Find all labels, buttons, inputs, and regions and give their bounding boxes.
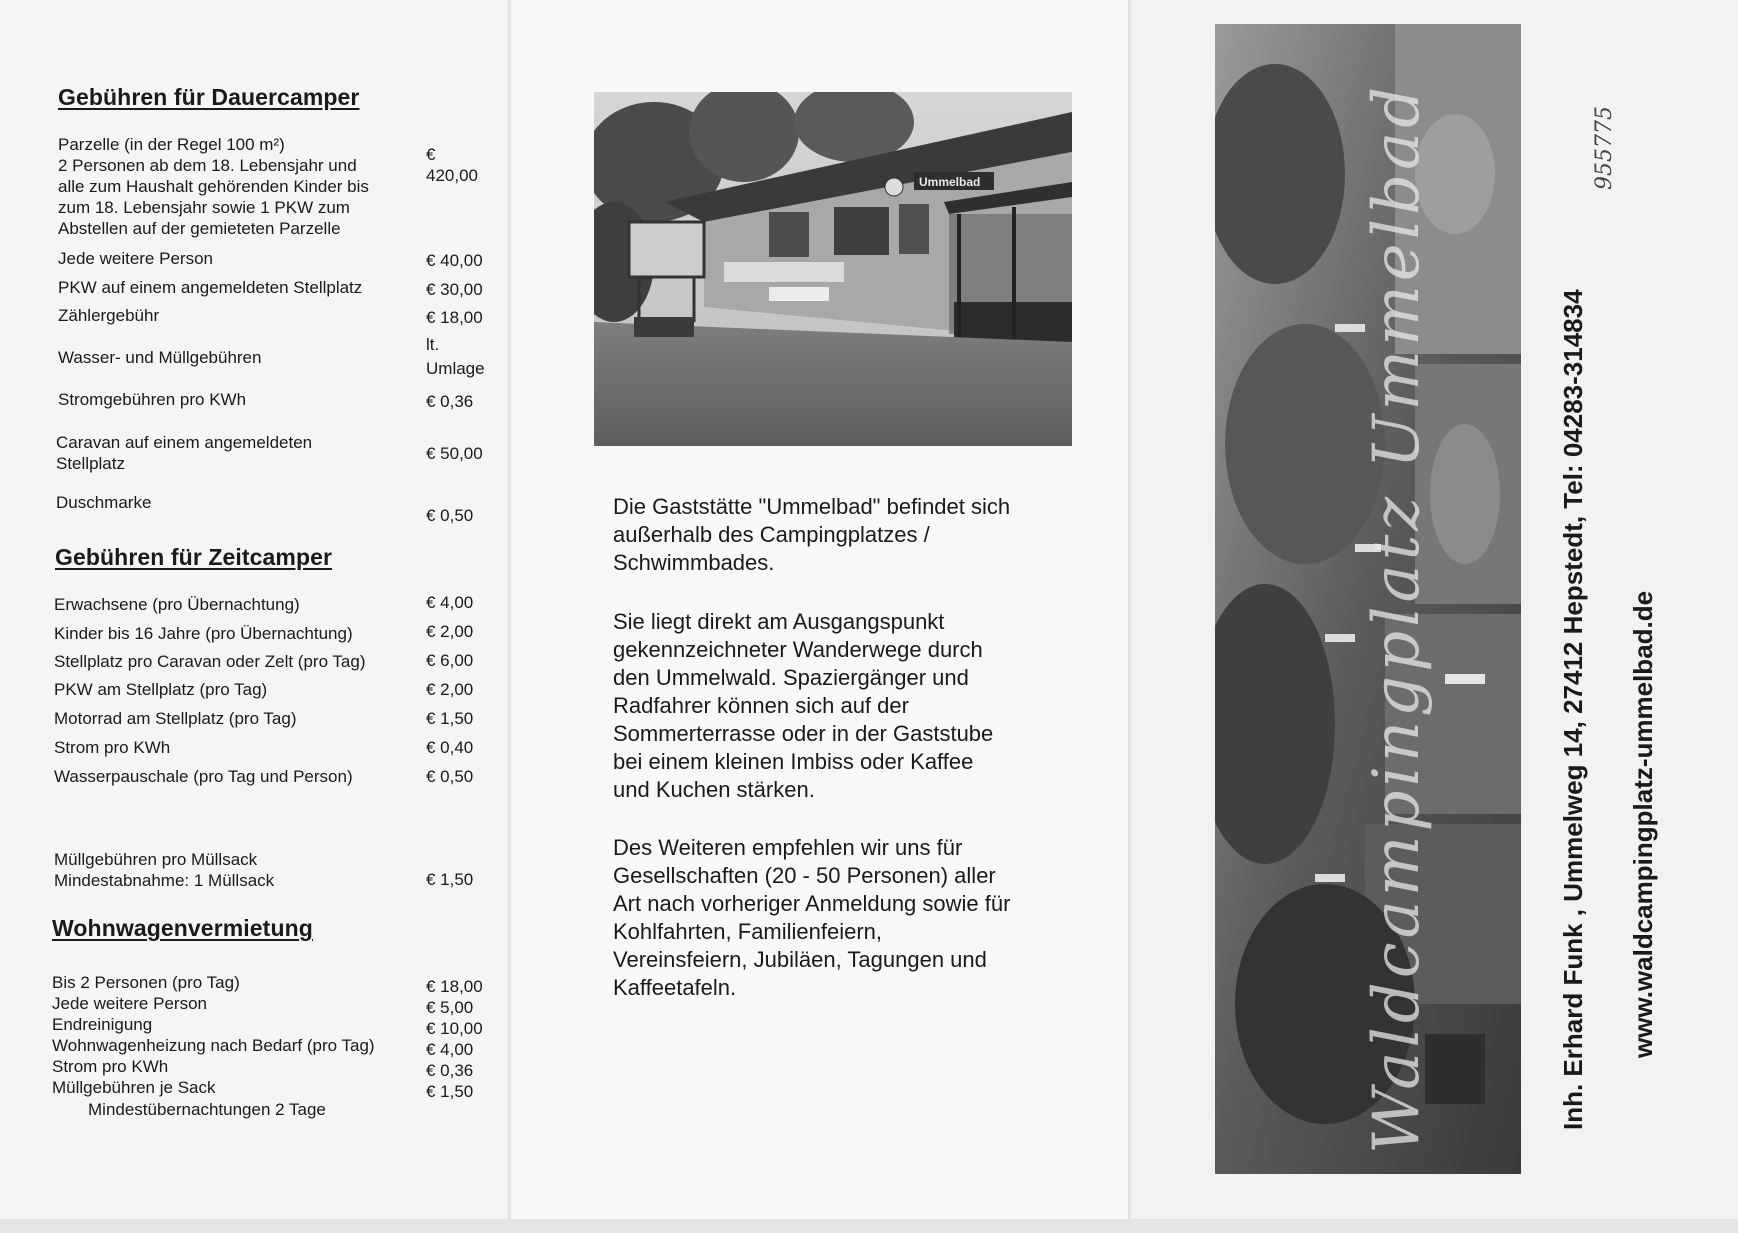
address-line: Inh. Erhard Funk , Ummelweg 14, 27412 Hepstedt, Tel: 04283-314834 [1558,289,1588,1130]
price-dauer-strom: € 0,36 [426,392,474,411]
fee-dauer-strom: Stromgebühren pro KWh [58,390,247,409]
price-dauer-zaehler: € 18,00 [426,308,483,327]
fee-dauer-pkw: PKW auf einem angemeldeten Stellplatz [58,278,363,297]
campsite-banner-image [1215,24,1521,1174]
fee-dauer-dusche: Duschmarke [56,493,152,512]
price-zeit-pkw: € 2,00 [426,680,474,699]
fee-zeit-strom: Strom pro KWh [54,738,171,757]
price-zeit-erwachsene: € 4,00 [426,593,474,612]
paragraph-groups: Des Weiteren empfehlen wir uns für Gesellschaften (20 - 50 Personen) aller Art nach vorheriger Anmeldung sowie für Kohlfahrten, Familienfeiern, Vereinsfeiern, Jubiläen, Tagungen und Kaffeetafeln. [613,835,1011,1000]
price-zeit-strom: € 0,40 [426,738,474,757]
fee-dauer-parzelle: Parzelle (in der Regel 100 m²) 2 Personen ab dem 18. Lebensjahr und alle zum Haushalt gehörenden Kinder bis zum 18. Lebensjahr sowie 1 PKW zum Abstellen auf der gemieteten Parzelle [58,135,369,238]
website-url: www.waldcampingplatz-ummelbad.de [1628,590,1658,1058]
price-dauer-wasser: lt. Umlage [426,335,485,378]
fee-wohnwagen-list: Bis 2 Personen (pro Tag) Jede weitere Person Endreinigung Wohnwagenheizung nach Bedarf (pro Tag) Strom pro KWh Müllgebühren je Sack [52,973,375,1097]
fee-zeit-erwachsene: Erwachsene (pro Übernachtung) [54,595,300,614]
price-dauer-dusche: € 0,50 [426,506,474,525]
price-dauer-caravan: € 50,00 [426,444,483,463]
fee-zeit-wasser: Wasserpauschale (pro Tag und Person) [54,767,353,786]
handwritten-note: 955775 [1592,106,1617,190]
fee-zeit-pkw: PKW am Stellplatz (pro Tag) [54,680,268,699]
price-zeit-muell: € 1,50 [426,870,474,889]
fee-dauer-person: Jede weitere Person [58,249,213,268]
price-dauer-person: € 40,00 [426,251,483,270]
paragraph-location: Die Gaststätte "Ummelbad" befindet sich außerhalb des Campingplatzes / Schwimmbades. [613,494,1011,575]
price-zeit-motorrad: € 1,50 [426,709,474,728]
price-wohnwagen-list: € 18,00 € 5,00 € 10,00 € 4,00 € 0,36 € 1,50 [426,977,483,1101]
fee-dauer-caravan: Caravan auf einem angemeldeten Stellplatz [56,433,313,473]
fee-zeit-kinder: Kinder bis 16 Jahre (pro Übernachtung) [54,624,353,643]
paragraph-hiking: Sie liegt direkt am Ausgangspunkt gekennzeichneter Wanderwege durch den Ummelwald. Spaziergänger und Radfahrer können sich auf der Sommerterrasse oder in der Gaststube bei einem kleinen Imbiss oder Kaffee und Kuchen stärken. [613,609,994,802]
restaurant-photo-drawing [594,92,1072,446]
fee-dauer-zaehler: Zählergebühr [58,306,160,325]
fee-dauer-wasser: Wasser- und Müllgebühren [58,348,262,367]
fold-line-left [508,0,511,1233]
heading-wohnwagen: Wohnwagenvermietung [52,915,313,941]
fee-zeit-muell: Müllgebühren pro Müllsack Mindestabnahme: 1 Müllsack [54,850,275,890]
heading-zeitcamper: Gebühren für Zeitcamper [55,544,333,570]
price-dauer-pkw: € 30,00 [426,280,483,299]
price-dauer-parzelle: € 420,00 [426,145,478,185]
heading-dauercamper: Gebühren für Dauercamper [58,84,360,110]
fold-line-right [1128,0,1131,1233]
fee-wohnwagen-note: Mindestübernachtungen 2 Tage [88,1100,326,1119]
price-zeit-kinder: € 2,00 [426,622,474,641]
photo-sign-text: Ummelbad [919,175,981,189]
fee-zeit-stellplatz: Stellplatz pro Caravan oder Zelt (pro Tag) [54,652,366,671]
price-zeit-stellplatz: € 6,00 [426,651,474,670]
price-zeit-wasser: € 0,50 [426,767,474,786]
fee-zeit-motorrad: Motorrad am Stellplatz (pro Tag) [54,709,297,728]
scan-bottom-edge [0,1219,1738,1233]
restaurant-photo [594,92,1072,446]
banner-script-title: Waldcampingplatz Ummelbad [1360,82,1434,1154]
